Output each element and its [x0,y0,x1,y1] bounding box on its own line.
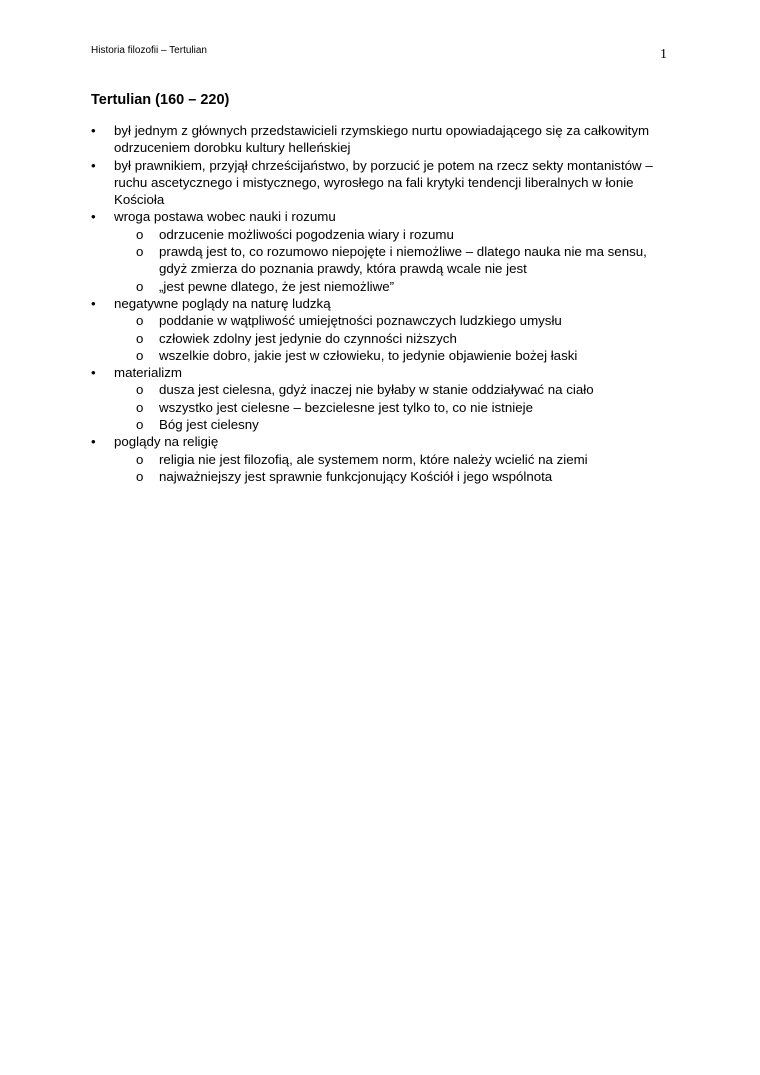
sub-list-item-text: wszelkie dobro, jakie jest w człowieku, to jedynie objawienie bożej łaski [159,347,578,363]
sub-bullet-icon: o [136,226,144,242]
sub-list-item-text: religia nie jest filozofią, ale systemem norm, które należy wcielić na ziemi [159,451,588,467]
list-item-text: negatywne poglądy na naturę ludzką [114,295,331,311]
bullet-icon: • [91,295,96,311]
list-item-text: wroga postawa wobec nauki i rozumu [114,209,336,225]
sub-list-item [91,347,671,364]
list-item-text: był jednym z głównych przedstawicieli rzymskiego nurtu opowiadającego się za całkowitym odrzuceniem dorobku kultury helleńskiej [114,123,650,156]
sub-list-item-text: człowiek zdolny jest jedynie do czynności niższych [159,330,457,346]
bullet-icon: • [91,365,96,381]
sub-list-item-text: prawdą jest to, co rozumowo niepojęte i niemożliwe – dlatego nauka nie ma sensu, gdyż zmierza do poznania prawdy, która prawdą wcale nie jest [159,244,647,277]
bullet-icon: • [91,157,96,173]
sub-list-item [91,399,671,416]
list-item [91,364,671,381]
sub-list-item [91,278,671,295]
sub-list-item [91,243,671,278]
sub-bullet-icon: o [136,468,144,484]
sub-list-item [91,468,671,485]
list-item [91,433,671,450]
sub-list-item-text: najważniejszy jest sprawnie funkcjonujący Kościół i jego wspólnota [159,468,553,484]
bullet-icon: • [91,209,96,225]
sub-list-item-text: odrzucenie możliwości pogodzenia wiary i rozumu [159,226,454,242]
list-item [91,157,671,209]
list-item [91,208,671,225]
sub-list-item-text: dusza jest cielesna, gdyż inaczej nie byłaby w stanie oddziaływać na ciało [159,382,594,398]
list-item-text: materializm [114,365,182,381]
sub-list-item [91,416,671,433]
page-number: 1 [660,47,667,62]
running-header: Historia filozofii – Tertulian [91,45,207,56]
list-item [91,122,671,157]
sub-bullet-icon: o [136,313,144,329]
sub-bullet-icon: o [136,399,144,415]
sub-list-item [91,381,671,398]
bullet-list [91,122,671,485]
sub-list-item-text: wszystko jest cielesne – bezcielesne jest tylko to, co nie istnieje [159,399,533,415]
sub-bullet-icon: o [136,451,144,467]
list-item [91,295,671,312]
sub-list-item-text: „jest pewne dlatego, że jest niemożliwe” [159,278,395,294]
sub-bullet-icon: o [136,382,144,398]
sub-list-item [91,451,671,468]
sub-bullet-icon: o [136,347,144,363]
bullet-icon: • [91,434,96,450]
sub-bullet-icon: o [136,244,144,260]
sub-list-item-text: Bóg jest cielesny [159,417,259,433]
bullet-icon: • [91,123,96,138]
sub-list-item [91,330,671,347]
sub-list-item-text: poddanie w wątpliwość umiejętności poznawczych ludzkiego umysłu [159,313,562,329]
document-title: Tertulian (160 – 220) [91,92,230,108]
sub-bullet-icon: o [136,278,144,294]
sub-bullet-icon: o [136,330,144,346]
list-item-text: poglądy na religię [114,434,219,450]
sub-bullet-icon: o [136,417,144,433]
sub-list-item [91,312,671,329]
sub-list-item [91,226,671,243]
list-item-text: był prawnikiem, przyjął chrześcijaństwo, by porzucić je potem na rzecz sekty montanistów – ruchu ascetycznego i mistycznego, wyrosłego na fali krytyki tendencji liberalnych w łonie Kościoła [114,157,653,208]
